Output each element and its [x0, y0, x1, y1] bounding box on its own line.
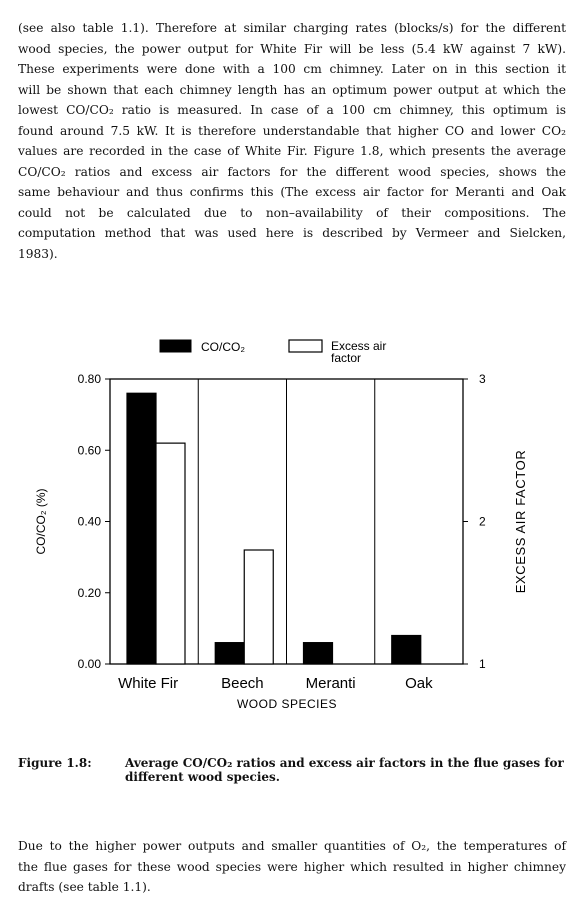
legend-label-excess-air: Excess air	[331, 339, 387, 353]
legend-swatch-excess-air	[289, 340, 322, 352]
text-line: (see also table 1.1). Therefore at similar charging rates (blocks/s) for the different	[18, 21, 566, 35]
text-line: drafts (see table 1.1).	[18, 880, 151, 894]
caption-label: Figure 1.8:	[18, 756, 92, 770]
body-paragraph-top	[18, 18, 566, 264]
legend-label-excess-air-cont: factor	[331, 351, 362, 365]
text-line: could not be calculated due to non–availability of their compositions. The	[18, 205, 566, 220]
body-paragraph-bottom	[18, 836, 566, 898]
x-category-label: Meranti	[305, 675, 356, 692]
y-right-tick-label: 2	[479, 514, 486, 529]
bar-co-ratio-white-fir	[127, 393, 156, 664]
legend-swatch-co-ratio	[160, 340, 191, 352]
x-category-label: Beech	[221, 675, 264, 692]
y-left-tick-label: 0.00	[77, 657, 101, 671]
text-line: will be shown that each chimney length has an optimum power output at which the	[18, 82, 566, 97]
legend-label-co-ratio: CO/CO₂	[201, 340, 245, 354]
text-line: lowest CO/CO₂ ratio is measured. In case of a 100 cm chimney, this optimum is	[18, 103, 566, 117]
text-line: Due to the higher power outputs and smaller quantities of O₂, the temperatures of	[18, 839, 566, 853]
y-left-axis-label: CO/CO₂ (%)	[34, 488, 48, 555]
bar-excess-air-white-fir	[156, 443, 185, 664]
x-category-label: White Fir	[118, 675, 179, 692]
bar-chart	[0, 330, 578, 720]
bar-co-ratio-oak	[392, 636, 421, 665]
bar-co-ratio-beech	[215, 643, 244, 664]
y-left-tick-label: 0.40	[77, 514, 101, 529]
text-line: same behaviour and thus confirms this (The excess air factor for Meranti and Oak	[18, 185, 566, 199]
y-left-tick-label: 0.80	[77, 372, 101, 386]
y-left-tick-label: 0.60	[77, 443, 101, 458]
bar-co-ratio-meranti	[304, 643, 333, 664]
text-line: values are recorded in the case of White Fir. Figure 1.8, which presents the average	[18, 144, 566, 158]
y-right-tick-label: 3	[479, 372, 486, 386]
caption-text: Average CO/CO₂ ratios and excess air factors in the flue gases for different wood species.	[125, 756, 564, 784]
x-axis-label: WOOD SPECIES	[236, 697, 338, 711]
text-line: 1983).	[18, 246, 58, 261]
figure-chart	[0, 330, 578, 720]
text-line: wood species, the power output for White Fir will be less (5.4 kW against 7 kW).	[18, 41, 566, 56]
x-category-label: Oak	[405, 675, 433, 692]
text-line: These experiments were done with a 100 cm chimney. Later on in this section it	[18, 62, 566, 76]
bar-excess-air-beech	[244, 550, 273, 664]
text-line: CO/CO₂ ratios and excess air factors for the different wood species, shows the	[18, 164, 566, 179]
y-left-tick-label: 0.20	[77, 585, 101, 600]
y-right-tick-label: 1	[479, 657, 486, 671]
text-line: the flue gases for these wood species were higher which resulted in higher chimney	[18, 859, 566, 874]
text-line: found around 7.5 kW. It is therefore understandable that higher CO and lower CO₂	[18, 123, 566, 138]
text-line: computation method that was used here is described by Vermeer and Sielcken,	[18, 226, 566, 240]
y-right-axis-label: EXCESS AIR FACTOR	[513, 449, 528, 594]
